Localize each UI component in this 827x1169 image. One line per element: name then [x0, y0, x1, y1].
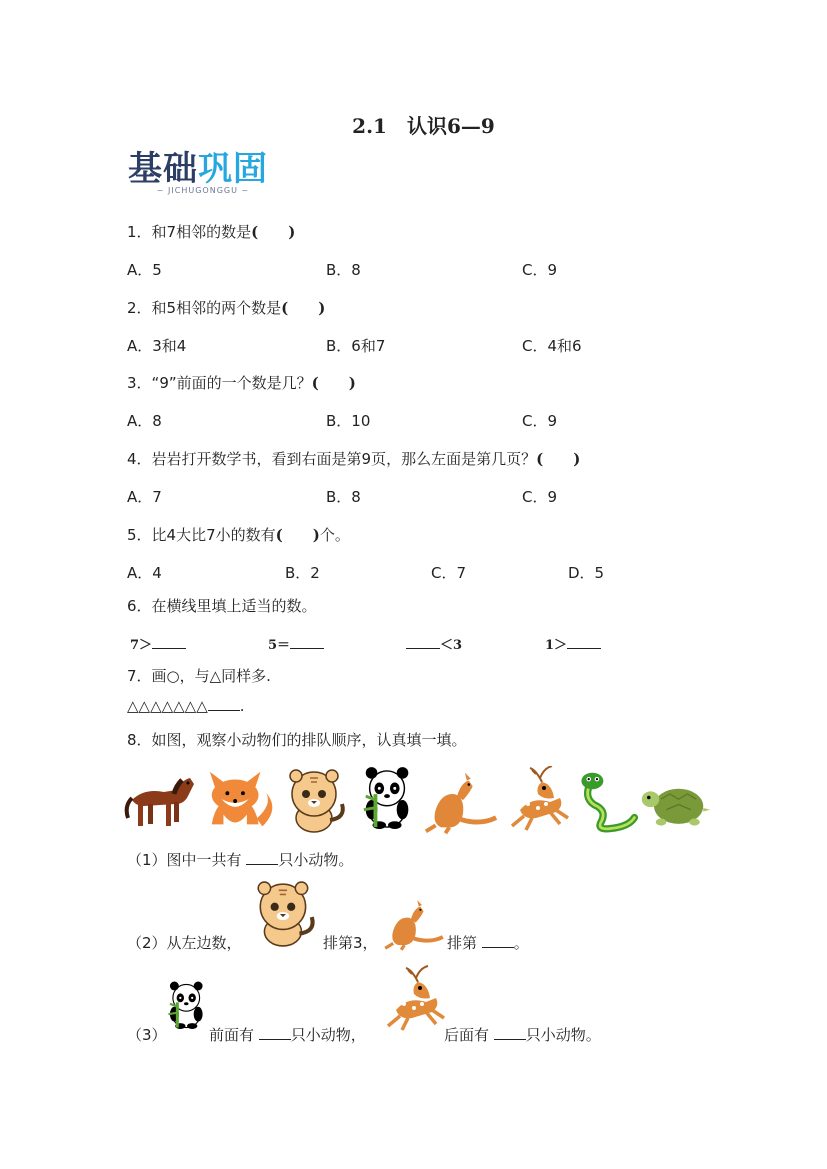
q4-option-a: A．7	[127, 488, 162, 506]
fill-item-2	[268, 634, 324, 653]
kangaroo-icon	[382, 898, 446, 952]
q3-option-c: C．9	[522, 412, 558, 430]
fill-text: 5＝	[268, 638, 291, 653]
answer-paren: ( )	[251, 223, 296, 241]
answer-blank[interactable]	[152, 647, 186, 649]
question-6-stem: 6．在横线里填上适当的数。	[127, 597, 317, 615]
q8-part-2-post	[447, 932, 529, 953]
tiger-icon	[248, 880, 322, 948]
deer-icon	[505, 766, 571, 832]
answer-blank[interactable]	[290, 647, 324, 649]
question-5-tail: 个。	[319, 526, 350, 544]
q8-part-1	[127, 849, 353, 870]
q5-option-b: B．2	[285, 564, 320, 582]
part-1-post: 只小动物。	[278, 851, 354, 869]
question-7-stem: 7．画○，与△同样多.	[127, 667, 271, 685]
triangles: △△△△△△△	[127, 697, 208, 715]
part-3-mid1: 前面有	[209, 1026, 255, 1044]
q1-option-a: A．5	[127, 261, 162, 279]
fox-icon	[202, 768, 280, 834]
part-2-end: 。	[513, 934, 529, 952]
q1-option-b: B．8	[326, 261, 361, 279]
q8-part-2-mid: 排第3，	[323, 934, 378, 952]
part-1-pre: （1）图中一共有	[127, 851, 242, 869]
answer-blank[interactable]	[259, 1038, 291, 1040]
turtle-icon	[640, 772, 712, 830]
answer-blank[interactable]	[406, 647, 440, 649]
question-1-stem: 1．和7相邻的数是	[127, 223, 252, 241]
triangle-row	[127, 697, 245, 715]
fill-text: 7＞	[130, 638, 153, 653]
q1-option-c: C．9	[522, 261, 558, 279]
question-2-stem: 2．和5相邻的两个数是	[127, 299, 282, 317]
q2-option-c: C．4和6	[522, 337, 582, 355]
answer-blank[interactable]	[246, 863, 278, 865]
q8-part-3-pre: （3）	[127, 1026, 167, 1044]
question-3	[127, 372, 356, 393]
kangaroo-icon	[422, 770, 500, 836]
answer-blank[interactable]	[567, 647, 601, 649]
part-2-post: 排第	[447, 934, 478, 952]
fill-item-3	[406, 634, 462, 653]
fill-item-4	[545, 634, 601, 653]
answer-paren: ( )	[275, 526, 320, 544]
logo-text-a: 基础	[128, 149, 198, 189]
q3-option-a: A．8	[127, 412, 162, 430]
answer-blank[interactable]	[494, 1038, 526, 1040]
page-title: 2.1 认识6—9	[352, 114, 495, 138]
part-3-mid3: 后面有	[444, 1026, 490, 1044]
q3-option-b: B．10	[326, 412, 371, 430]
question-3-stem: 3．“9”前面的一个数是几？	[127, 374, 312, 392]
question-4	[127, 448, 580, 469]
q2-option-b: B．6和7	[326, 337, 386, 355]
panda-icon	[358, 764, 418, 834]
logo-text-b: 巩固	[198, 149, 268, 189]
fill-text: 1＞	[545, 638, 568, 653]
panda-icon	[164, 976, 210, 1036]
answer-paren: ( )	[536, 450, 581, 468]
q5-option-d: D．5	[568, 564, 605, 582]
answer-blank[interactable]	[208, 709, 240, 711]
q5-option-c: C．7	[431, 564, 467, 582]
deer-icon	[382, 962, 446, 1036]
logo-subtitle: ~ JICHUGONGGU ~	[156, 186, 250, 195]
q8-part-3-b	[444, 1024, 601, 1045]
question-4-stem: 4．岩岩打开数学书，看到右面是第9页，那么左面是第几页？	[127, 450, 537, 468]
fill-text: ＜3	[440, 638, 463, 653]
q8-part-3-a	[209, 1024, 366, 1045]
question-5	[127, 524, 350, 545]
q4-option-c: C．9	[522, 488, 558, 506]
horse-icon	[124, 770, 202, 836]
part-3-end: 只小动物。	[525, 1026, 601, 1044]
answer-paren: ( )	[281, 299, 326, 317]
q5-option-a: A．4	[127, 564, 162, 582]
fill-item-1	[130, 634, 186, 653]
question-2	[127, 297, 325, 318]
question-1	[127, 221, 295, 242]
q4-option-b: B．8	[326, 488, 361, 506]
snake-icon	[572, 770, 642, 834]
answer-paren: ( )	[311, 374, 356, 392]
answer-blank[interactable]	[482, 946, 514, 948]
section-logo	[128, 150, 278, 195]
q8-part-2-pre: （2）从左边数，	[127, 934, 242, 952]
period: .	[239, 697, 245, 715]
q2-option-a: A．3和4	[127, 337, 187, 355]
part-3-mid2: 只小动物，	[290, 1026, 366, 1044]
question-8-stem: 8．如图，观察小动物们的排队顺序，认真填一填。	[127, 731, 467, 749]
tiger-icon	[280, 768, 352, 834]
question-5-stem: 5．比4大比7小的数有	[127, 526, 276, 544]
